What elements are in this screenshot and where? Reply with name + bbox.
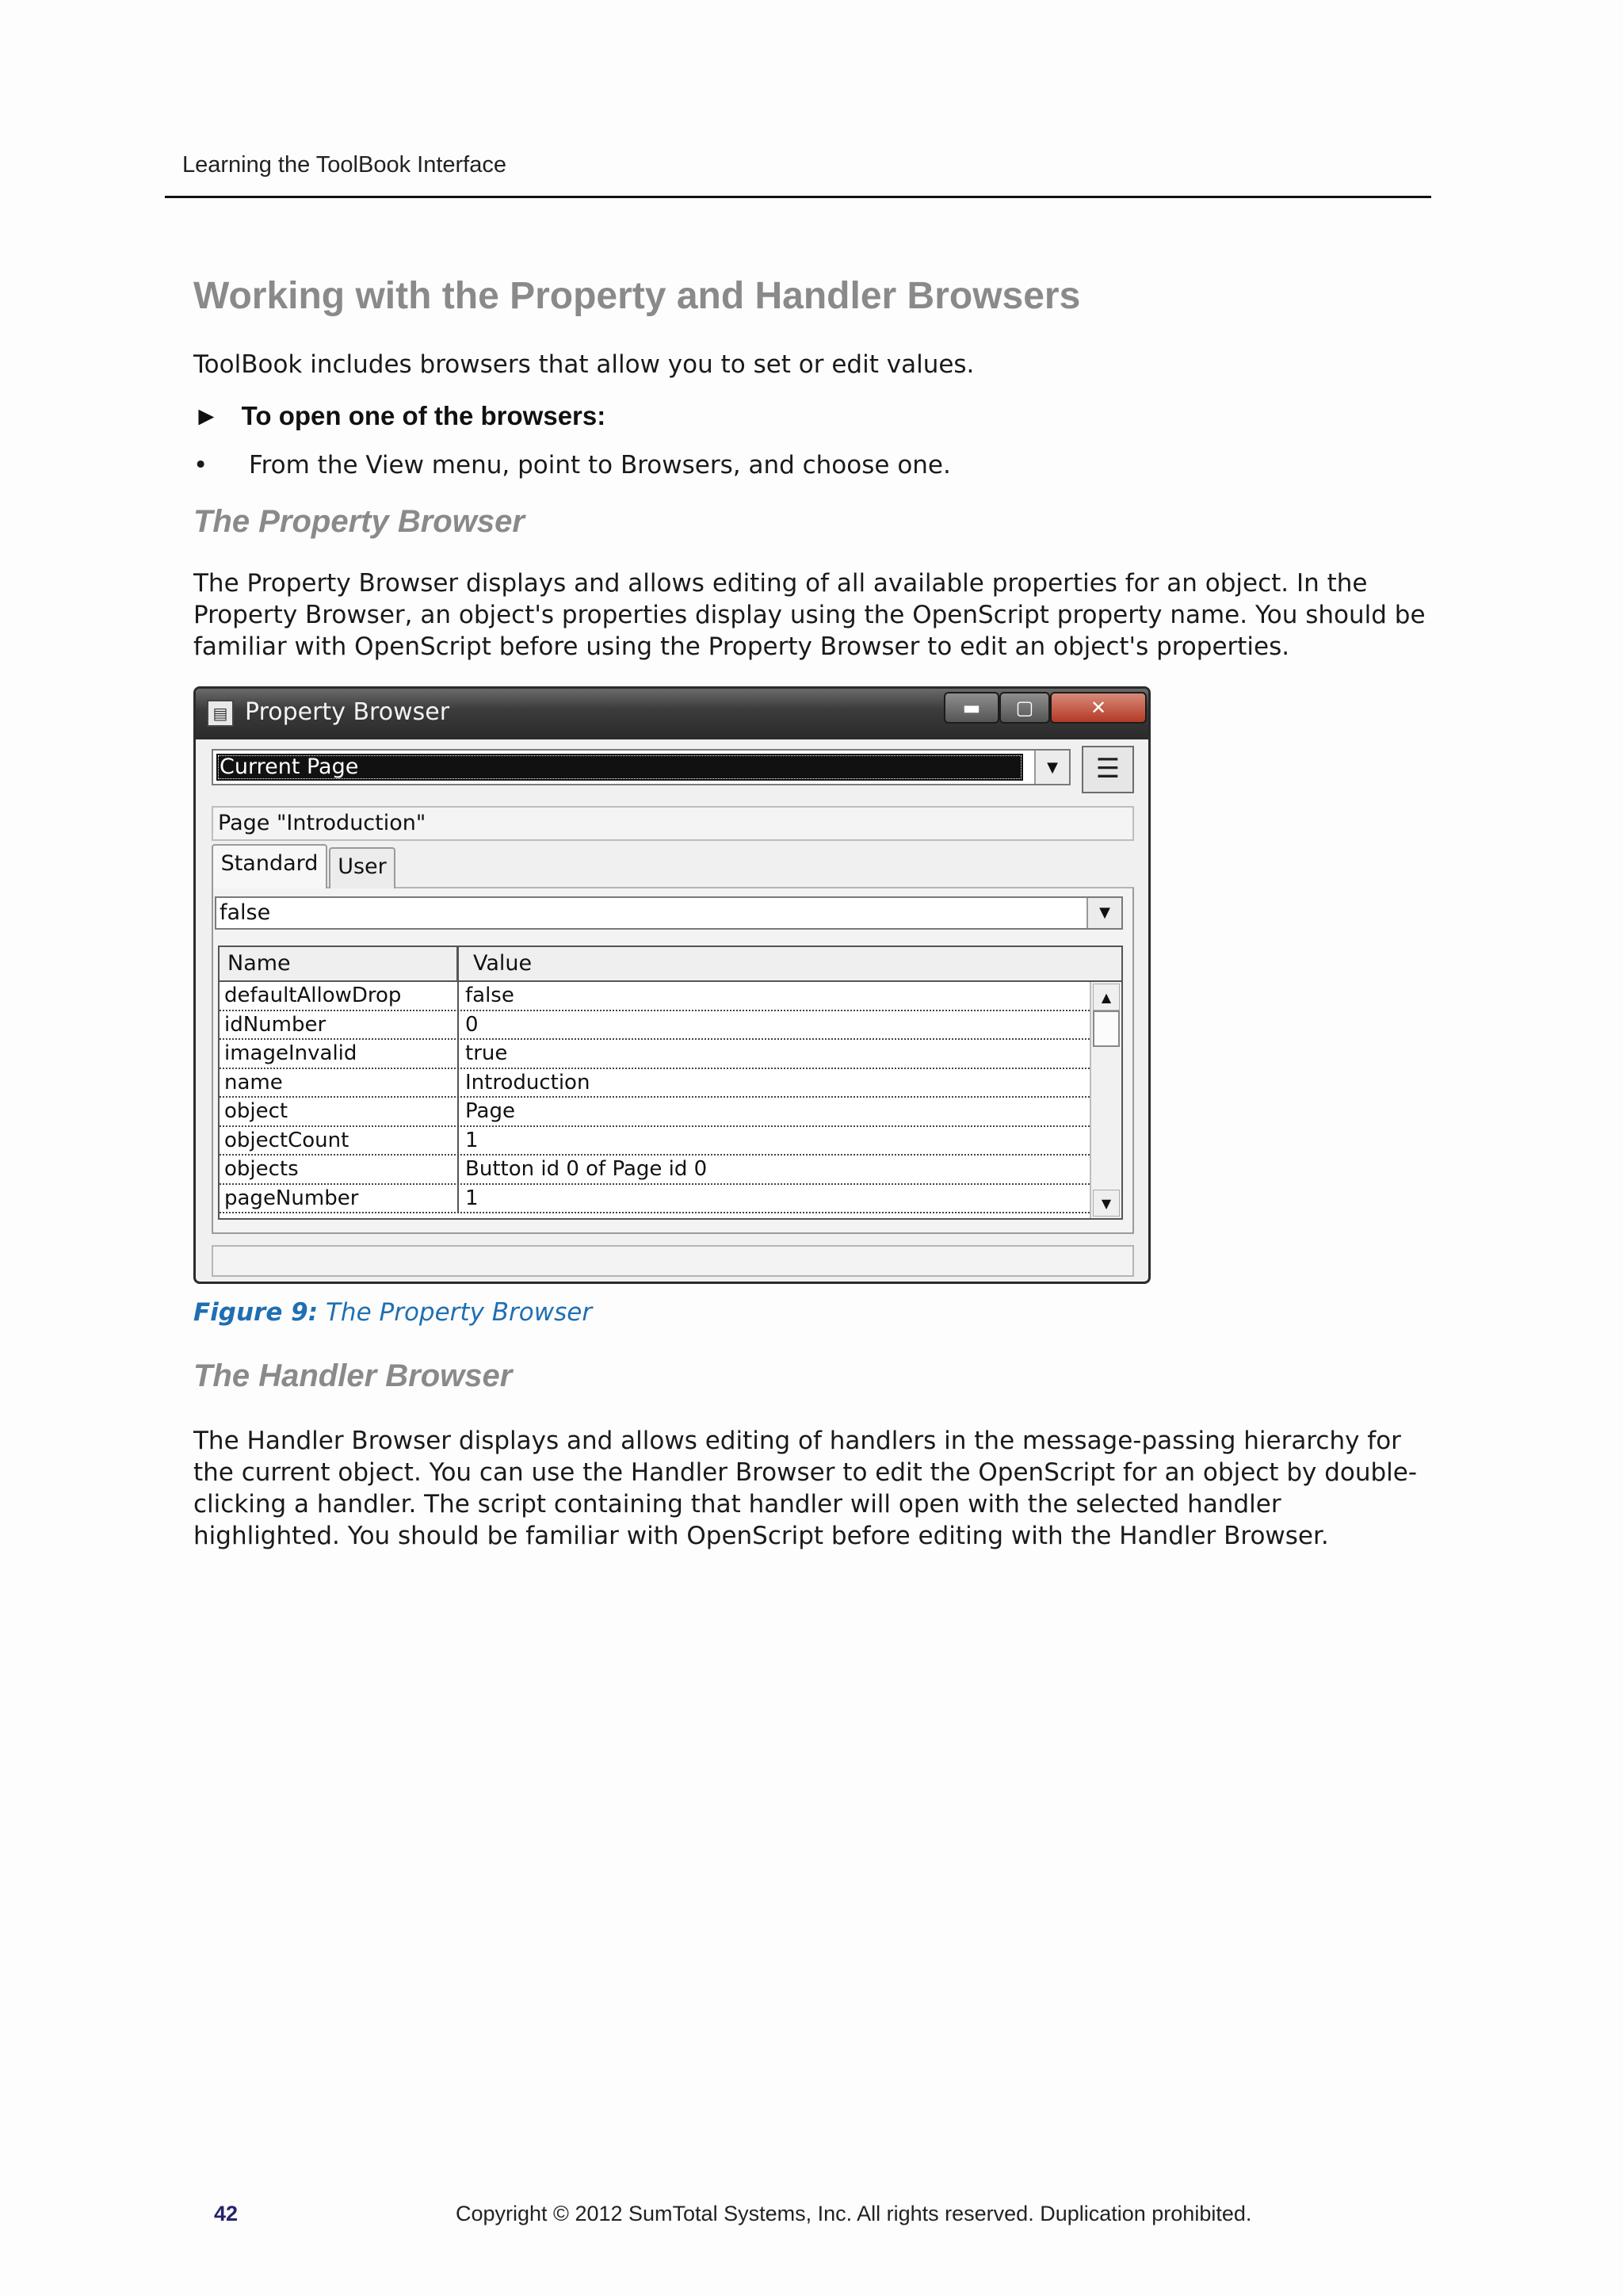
property-name: pageNumber xyxy=(224,1186,359,1210)
chevron-down-icon[interactable]: ▼ xyxy=(1086,898,1121,928)
figure-caption-text: The Property Browser xyxy=(326,1298,593,1327)
property-name: objectCount xyxy=(224,1128,349,1152)
script-editor-button[interactable]: ☰ xyxy=(1082,746,1134,793)
property-name: objects xyxy=(224,1157,299,1181)
property-name: defaultAllowDrop xyxy=(224,984,402,1007)
table-row[interactable] xyxy=(220,1098,1090,1127)
minimize-button[interactable]: ▬ xyxy=(944,692,999,724)
property-value: true xyxy=(465,1041,508,1065)
property-value: false xyxy=(465,984,514,1007)
procedure-heading xyxy=(193,401,605,431)
procedure-step xyxy=(193,449,951,481)
target-object-combo[interactable] xyxy=(212,749,1071,785)
window-titlebar[interactable] xyxy=(196,689,1148,739)
window-title: Property Browser xyxy=(245,698,450,726)
tab-standard[interactable]: Standard xyxy=(212,844,327,888)
column-header-value[interactable]: Value xyxy=(473,951,533,976)
running-header: Learning the ToolBook Interface xyxy=(182,152,506,178)
property-browser-app-icon: ▤ xyxy=(207,700,234,727)
header-rule xyxy=(165,196,1431,198)
status-bar xyxy=(212,1245,1134,1277)
table-row[interactable] xyxy=(220,1185,1090,1214)
table-row[interactable] xyxy=(220,1011,1090,1041)
page-number: 42 xyxy=(214,2202,239,2225)
procedure-step-text: From the View menu, point to Browsers, and choose one. xyxy=(249,451,951,479)
value-edit-text: false xyxy=(220,900,271,925)
close-button[interactable]: ✕ xyxy=(1050,692,1147,724)
handler-browser-heading: The Handler Browser xyxy=(193,1358,513,1393)
property-value: 1 xyxy=(465,1186,479,1210)
copyright-notice: Copyright © 2012 SumTotal Systems, Inc. All rights reserved. Duplication prohibited. xyxy=(456,2202,1252,2225)
bullet-icon: • xyxy=(193,451,208,479)
scroll-up-icon[interactable]: ▲ xyxy=(1093,984,1120,1010)
property-value: Page xyxy=(465,1099,515,1123)
figure-label: Figure 9: xyxy=(193,1298,319,1327)
grid-header xyxy=(220,947,1121,982)
property-value: 0 xyxy=(465,1012,479,1037)
property-name: imageInvalid xyxy=(224,1041,357,1065)
table-row[interactable] xyxy=(220,1127,1090,1156)
selected-object-label: Page "Introduction" xyxy=(212,806,1134,841)
property-name: name xyxy=(224,1070,283,1095)
column-header-name[interactable]: Name xyxy=(220,947,459,980)
property-value: 1 xyxy=(465,1128,479,1152)
table-row[interactable] xyxy=(220,1156,1090,1185)
grid-scrollbar[interactable] xyxy=(1090,982,1121,1218)
scroll-down-icon[interactable]: ▼ xyxy=(1093,1190,1120,1217)
procedure-arrow-icon: ► xyxy=(193,401,220,430)
chevron-down-icon[interactable]: ▼ xyxy=(1034,751,1069,784)
tab-user[interactable]: User xyxy=(329,847,395,888)
figure-caption xyxy=(193,1298,592,1327)
table-row[interactable] xyxy=(220,1040,1090,1069)
property-browser-heading: The Property Browser xyxy=(193,504,525,539)
property-name: object xyxy=(224,1099,288,1123)
table-row[interactable] xyxy=(220,1069,1090,1098)
procedure-title: To open one of the browsers: xyxy=(241,401,606,430)
property-grid xyxy=(218,946,1123,1220)
property-name: idNumber xyxy=(224,1012,327,1037)
section-title: Working with the Property and Handler Browsers xyxy=(193,275,1081,317)
property-browser-window xyxy=(193,686,1151,1284)
intro-paragraph: ToolBook includes browsers that allow you to set or edit values. xyxy=(193,350,975,379)
handler-browser-paragraph: The Handler Browser displays and allows editing of handlers in the message-passing hierarchy for the current object. You can use the Handler Browser to edit the OpenScript for an object by double-clicking a handler. The script containing that handler will open with the selected handler highlighted. You should be familiar with OpenScript before editing with the Handler Browser. xyxy=(193,1427,1418,1550)
scrollbar-thumb[interactable] xyxy=(1093,1010,1120,1047)
property-value: Introduction xyxy=(465,1070,590,1095)
value-edit-combo[interactable] xyxy=(215,896,1123,930)
property-browser-paragraph: The Property Browser displays and allows editing of all available properties for an object. In the Property Browser, an object's properties display using the OpenScript property name. You should be familiar with OpenScript before using the Property Browser to edit an object's properties. xyxy=(193,569,1426,661)
table-row[interactable] xyxy=(220,982,1090,1011)
maximize-button[interactable]: ▢ xyxy=(999,692,1050,724)
property-value: Button id 0 of Page id 0 xyxy=(465,1157,708,1181)
target-object-selected-value: Current Page xyxy=(216,754,1023,781)
